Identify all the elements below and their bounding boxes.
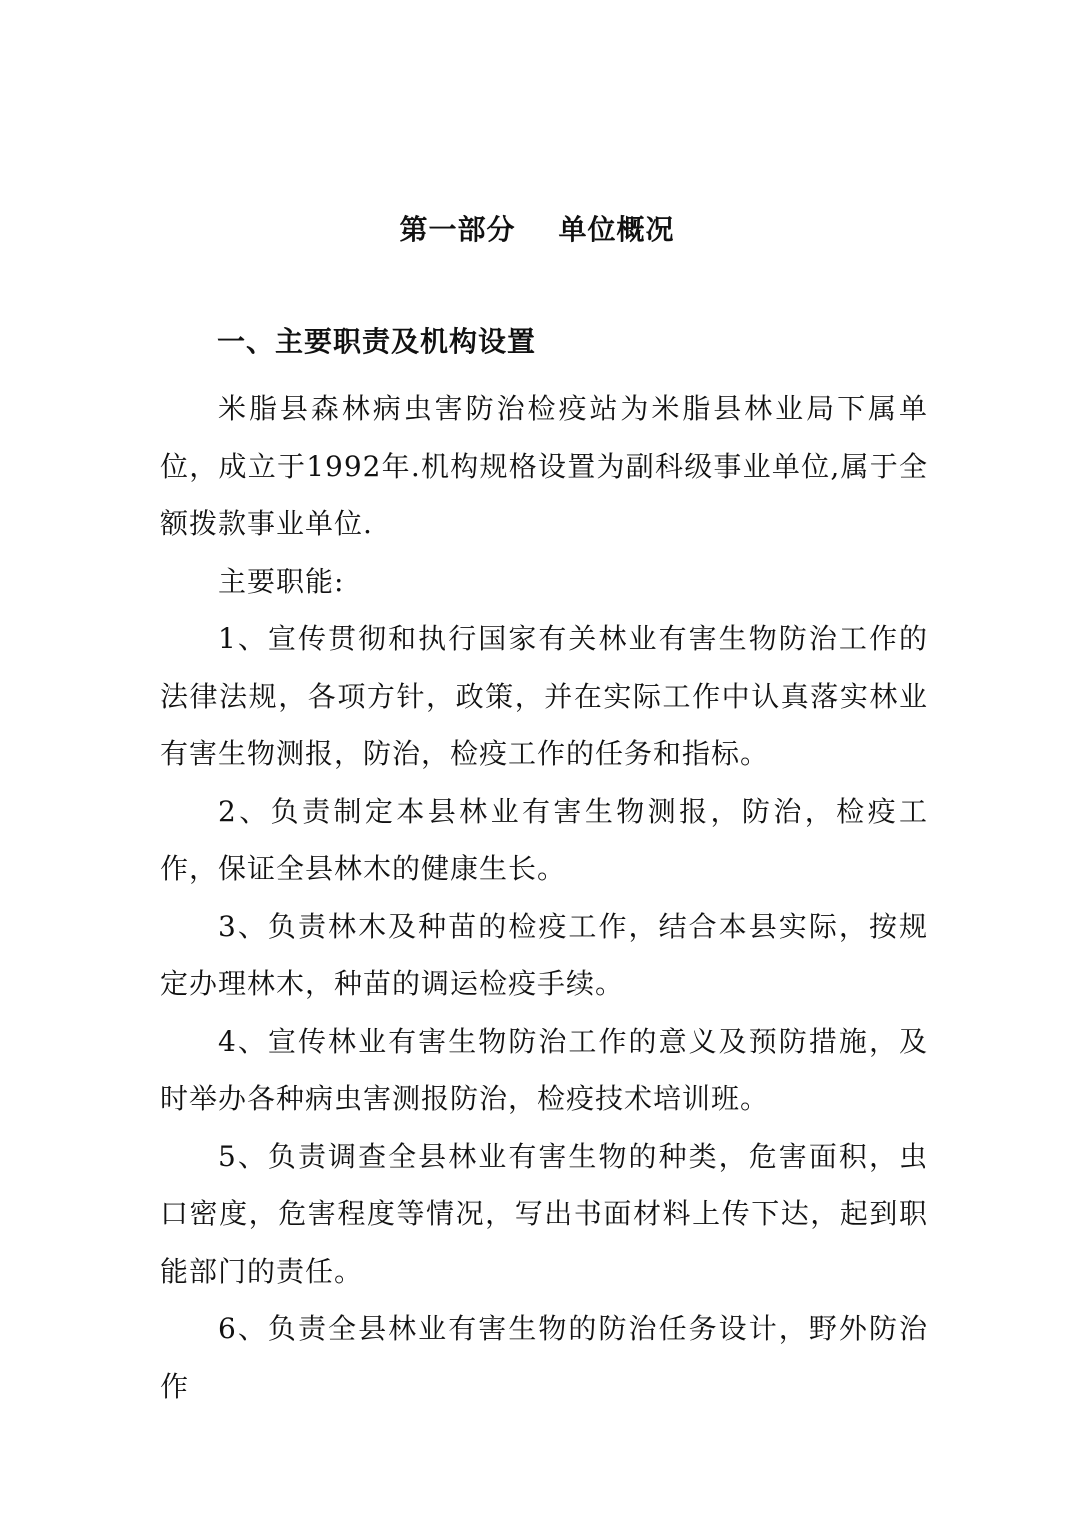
section-heading: 一、主要职责及机构设置 [217,325,537,358]
function-item-3: 3、负责林木及种苗的检疫工作，结合本县实际，按规定办理林木，种苗的调运检疫手续。 [160,909,928,1000]
function-item-2: 2、负责制定本县林业有害生物测报，防治，检疫工作，保证全县林木的健康生长。 [160,794,928,885]
function-item-6: 6、负责全县林业有害生物的防治任务设计，野外防治作 [160,1312,928,1403]
function-item-5: 5、负责调查全县林业有害生物的种类，危害面积，虫口密度，危害程度等情况，写出书面材料上传下达，起到职能部门的责任。 [160,1139,928,1288]
intro-paragraph: 米脂县森林病虫害防治检疫站为米脂县林业局下属单位，成立于1992年.机构规格设置为副科级事业单位,属于全额拨款事业单位. [160,392,928,540]
function-item-1: 1、宣传贯彻和执行国家有关林业有害生物防治工作的法律法规，各项方针，政策，并在实际工作中认真落实林业有害生物测报，防治，检疫工作的任务和指标。 [160,622,928,770]
functions-label: 主要职能: [218,564,345,598]
body-text [160,380,928,1415]
part-title: 第一部分 单位概况 [399,213,675,246]
function-item-4: 4、宣传林业有害生物防治工作的意义及预防措施，及时举办各种病虫害测报防治，检疫技术培训班。 [160,1024,928,1115]
